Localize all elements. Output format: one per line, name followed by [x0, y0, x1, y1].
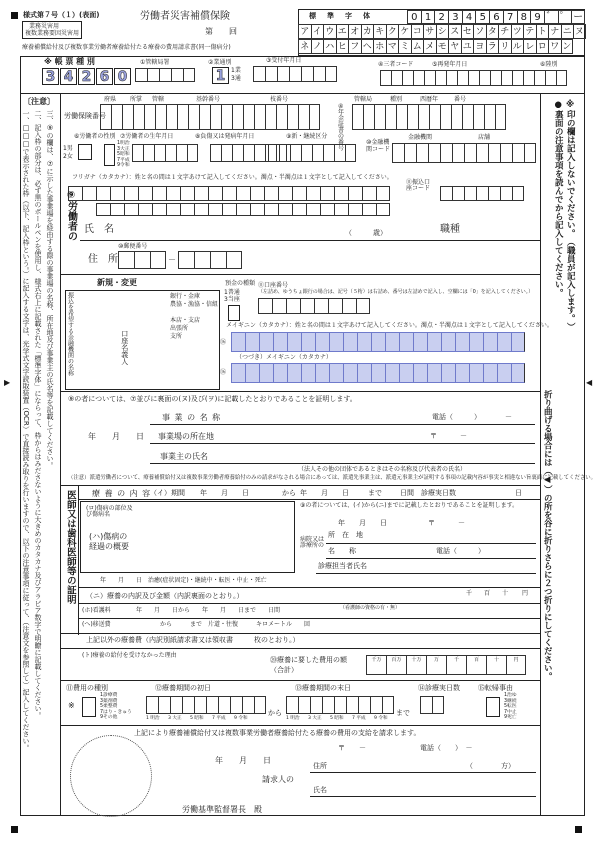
cost-type-opt: 1診療費: [100, 693, 118, 698]
kana-char: セ: [461, 24, 474, 39]
claimant-phone: 電話（ ） －: [420, 744, 473, 752]
period-start-era: 5 昭和: [190, 716, 204, 721]
note-item-1: 一、□□□で表示された枠（以下、記入枠という。）に記入する文字は、光学式文字読取装置（OCR）で直接読み取りを行いますので、以下の注意事項に従って、（注意文を参照して）記入してください。: [22, 110, 30, 752]
business-type-cell[interactable]: 1: [212, 67, 229, 84]
kana-name-cells-2[interactable]: [96, 203, 390, 216]
insurance-number-cells[interactable]: [100, 104, 320, 130]
note-right-2: ●裏面の注意事項を読んでから記入してください。: [553, 100, 564, 297]
business-opt-2: 3通: [231, 75, 241, 82]
row-16b-label: ⑯: [220, 369, 227, 376]
birth-era-opt: 5昭和: [117, 152, 130, 157]
kana-char: ケ: [398, 24, 411, 39]
worker-vertical-label: ⑨労働者の: [65, 190, 77, 241]
insurance-number-label: 労働保険番号: [64, 112, 106, 120]
kana-char: ト: [536, 24, 549, 39]
visit-days-cells[interactable]: [420, 696, 444, 714]
treatment-label: 療 養 の 内 容: [92, 489, 152, 498]
account-type-cell[interactable]: [228, 305, 240, 321]
days-label: 日間 診療実日数: [400, 489, 456, 497]
kana-name-cells-1[interactable]: [68, 186, 390, 201]
form-type-digit: 0: [114, 68, 131, 85]
nursing-detail: 年 月 日から 年 月 日まで 日間: [136, 607, 281, 614]
claimant-name-label: 氏名: [313, 786, 327, 794]
outcome-code-opt: 3継続: [504, 698, 517, 704]
fold-arrow-left-icon: ▶: [4, 378, 11, 387]
std-digits: [407, 10, 585, 24]
pension-cells[interactable]: [352, 104, 506, 130]
sex-label: ⑥労働者の性別: [74, 133, 116, 140]
ni-col-label: 百: [484, 590, 491, 597]
std-digit: ー: [573, 12, 584, 23]
doctor-name-label: 診療担当者氏名: [318, 562, 367, 570]
std-digit: 6: [489, 10, 503, 24]
employer-note: （注意）派遣労働者について、療養補償給付又は複数事業労働者療養給付のみの請求がなされる場合にあっては、派遣先事業主は、派遣元事業主が証明する事項の記載内容が事実と相違ない旨裏面に記載してください。: [68, 475, 597, 481]
form-type-digit: 2: [78, 68, 95, 85]
kana-char: エ: [336, 24, 349, 39]
total-col-cell[interactable]: 十: [486, 655, 506, 675]
underline: [326, 558, 536, 559]
kana-char: テ: [523, 24, 536, 39]
divider: [60, 648, 540, 649]
ni-col-label: 十: [502, 590, 509, 597]
jurisdiction-cells[interactable]: [135, 68, 195, 82]
badge-line-2: 複数業務要因災害用: [25, 30, 80, 37]
kana-char: ナ: [548, 24, 561, 39]
meigi-cells-2[interactable]: [231, 363, 525, 383]
kana-char: ア: [298, 24, 311, 39]
account-number-note: （左詰め、ゆうちょ銀行の場合は、記号（５桁）は右詰め、番号は左詰めで記入し、空欄には「0」を記入してください。）: [258, 289, 534, 295]
postal-cells-2[interactable]: [178, 251, 242, 269]
chg-code-label: ⑪振込口座コード: [406, 179, 431, 192]
insurance-col-label: 所掌: [130, 96, 143, 103]
form-number: 様式第７号（１）(表面): [23, 11, 100, 19]
account-type-opt-2: 3当座: [224, 296, 240, 303]
period-start-cells[interactable]: [146, 696, 266, 714]
note-right-1: ※印の欄は記入しないでください。（職員が記入します。）: [565, 100, 576, 331]
reason-label: (ト)療養の給付を受けなかった理由: [82, 652, 177, 659]
bank-code-cells[interactable]: [392, 143, 536, 163]
kana-char: ツ: [511, 24, 524, 39]
kana-char: ク: [386, 24, 399, 39]
pension-col-label: 管轄局: [354, 96, 373, 103]
divider: [60, 485, 540, 486]
kana-char: ハ: [323, 39, 336, 54]
kana-char: オ: [348, 24, 361, 39]
birth-era-opt: 9令和: [117, 163, 130, 168]
postal-separator: －: [168, 255, 176, 264]
age-label: （ 歳）: [345, 229, 387, 237]
std-label: 標 準 字 体: [309, 12, 372, 20]
std-digit: 7: [503, 10, 517, 24]
total-col-cell[interactable]: 千万: [366, 655, 386, 675]
kana-char: ヌ: [573, 24, 586, 39]
business-address-label: 事業場の所在地: [158, 432, 214, 441]
divider: [60, 93, 61, 816]
row-16-label: ⑯: [220, 339, 227, 346]
total-col-cell[interactable]: 円: [506, 655, 526, 675]
note-item-3: 三、⑨の欄は、⑦に示した事業場を経由する際の事業場の名称、所在地及び事業主の氏名等を記載してください。: [46, 110, 54, 469]
divider: [60, 633, 540, 634]
kana-char: ノ: [311, 39, 324, 54]
form-type-digit: 6: [96, 68, 113, 85]
kana-char: ン: [561, 39, 574, 54]
kana-char: カ: [361, 24, 374, 39]
kana-char: ロ: [536, 39, 549, 54]
period-start-era: 9 令和: [234, 716, 248, 721]
ni-col-label: 千: [466, 590, 473, 597]
receipt-stamp-area: [70, 735, 152, 817]
bank-type-1: 銀行・金庫: [170, 293, 201, 300]
std-digit: 0: [407, 10, 421, 24]
employer-phone-label: 電話（ ）: [432, 413, 481, 421]
meigi-cells-1[interactable]: [231, 332, 525, 352]
postal-label: ⑩郵便番号: [118, 243, 148, 250]
std-digit: ゛: [544, 10, 558, 24]
std-digit: ゜: [558, 10, 572, 24]
kana-char: メ: [423, 39, 436, 54]
birth-era-opt: 1明治: [117, 141, 130, 146]
outcome-code-opt: 9死亡: [504, 715, 517, 720]
hospital-phone: 電話（ ）: [436, 547, 485, 555]
birth-era-opt: 7平成: [117, 157, 130, 163]
period-i-label: （イ）期間: [150, 489, 185, 497]
form-badge: [22, 21, 82, 39]
claimant-label: 請求人の: [262, 775, 294, 784]
star-mark: ※: [68, 701, 75, 710]
employer-owner-label: 事業主の氏名: [160, 452, 208, 461]
divider: [78, 499, 540, 500]
worker-name-label: 氏 名: [84, 224, 114, 235]
job-label: 職種: [440, 224, 460, 235]
bank-col-1: 金融機関: [408, 134, 433, 141]
kana-char: コ: [411, 24, 424, 39]
kana-char: レ: [523, 39, 536, 54]
jurisdiction-label: ①管轄局署: [140, 59, 170, 66]
branch-type-1: 本店・支店: [170, 317, 201, 324]
std-digit: 4: [462, 10, 476, 24]
note-right-3: 折り曲げる場合には（◀）の所を谷に折りさらに２つ折りにしてください。: [542, 390, 553, 681]
total-col-cell[interactable]: 百万: [386, 655, 406, 675]
claimant-fo: （ 方）: [466, 762, 515, 770]
standard-character-table: [298, 9, 585, 56]
cost-type-opt: 3薬剤費: [100, 698, 118, 704]
period-end-era: 5 昭和: [330, 716, 344, 721]
kana-char: ホ: [373, 39, 386, 54]
kana-char: ヤ: [448, 39, 461, 54]
ni-label: （ニ）療養の内訳及び金額（内訳裏面のとおり。）: [86, 592, 244, 600]
business-name-label: 事 業 の 名 称: [162, 413, 222, 422]
std-digit: 8: [517, 10, 531, 24]
cost-type-opt: 5柔整費: [100, 704, 118, 709]
badge-line-1: 業務災害用: [29, 23, 60, 30]
std-digit: 5: [475, 10, 489, 24]
period-to-date: 年 月 日: [300, 489, 349, 497]
account-number-cells[interactable]: [258, 298, 370, 314]
sex-opt-1: 1男: [63, 145, 73, 152]
insurance-col-label: 基幹番号: [196, 96, 221, 103]
period-end-era: 7 平成: [352, 716, 366, 721]
branch-type-3: 支所: [170, 333, 183, 340]
bank-type-2: 農協・漁協・信組: [170, 301, 219, 308]
total-cost-cells[interactable]: [366, 655, 526, 675]
receipts-label: 上記以外の療養費（内訳別紙請求書又は領収書 枚のとおり。）: [86, 636, 300, 644]
kana-char: ソ: [473, 24, 486, 39]
hospital-location-label: 所 在 地: [328, 531, 363, 539]
divider: [60, 274, 540, 275]
claimant-address-label: 住所: [313, 762, 327, 770]
kana-char: ヒ: [336, 39, 349, 54]
outcome-code-opt: 5転医: [504, 704, 517, 709]
sex-opt-2: 2女: [63, 153, 73, 160]
kana-char: ユ: [461, 39, 474, 54]
kana-char: マ: [386, 39, 399, 54]
divider: [540, 93, 541, 816]
period-start-era: 3 大正: [168, 716, 182, 721]
kana-char: キ: [373, 24, 386, 39]
std-digit: 3: [448, 10, 462, 24]
insurance-col-label: 管轄: [152, 96, 165, 103]
ro-label: (ロ)傷病の部位及び傷病名: [86, 505, 133, 518]
underline: [310, 796, 536, 797]
account-holder-v: 口座名義人: [120, 330, 129, 365]
re-pro-label: ⑤再発年月日: [432, 61, 468, 68]
form-title: 労働者災害補償保険: [140, 11, 230, 22]
period-start-label: ⑫療養期間の初日: [155, 684, 211, 692]
employer-owner-note: （法人その他の団体であるときはその名称及び代表者の氏名）: [298, 466, 467, 473]
declaration: 上記により療養補償給付又は複数事業労働者療養給付たる療養の費用の支給を請求します。: [134, 729, 421, 737]
period-from-date: 年 月 日: [200, 489, 249, 497]
total-col-cell[interactable]: 百: [466, 655, 486, 675]
bank-col-2: 店舗: [478, 134, 491, 141]
divider: [78, 618, 540, 619]
std-digit: 2: [434, 10, 448, 24]
worker-address-label: 住 所: [88, 254, 118, 265]
kana-char: ワ: [548, 39, 561, 54]
doctor-postal-dash: －: [458, 519, 465, 527]
received-date-label: ③受付年月日: [266, 57, 302, 64]
nursing-label: (ホ)看護料: [82, 607, 111, 614]
nurse-type: （看護師の資格の有・無）: [340, 605, 401, 611]
total-col-cell[interactable]: 十万: [406, 655, 426, 675]
addressee: 労働基準監督署長 殿: [182, 805, 262, 814]
chg-code-cells[interactable]: [440, 186, 524, 201]
bank-code-label: ⑩金融機関コード: [366, 139, 391, 153]
period-start-from: から: [268, 709, 282, 717]
underline: [326, 543, 536, 544]
branch-type-2: 出張所: [170, 325, 189, 332]
account-type-opt-1: 1普通: [224, 289, 240, 296]
received-date-cells[interactable]: [253, 66, 337, 82]
cost-type-opt: 7はり・きゅう: [100, 709, 132, 715]
kana-char: シ: [436, 24, 449, 39]
new-change-label: 新規・変更: [97, 278, 137, 287]
pension-col-label: 種別: [390, 96, 403, 103]
divider: [78, 485, 79, 635]
divider: [60, 680, 540, 681]
birth-era-cell[interactable]: [104, 144, 115, 166]
outcome-code-cell[interactable]: [486, 697, 500, 717]
kana-char: フ: [348, 39, 361, 54]
employer-date: 年 月 日: [88, 432, 144, 441]
new-old-label: ⑨新・継続区分: [286, 133, 328, 140]
form-type-digit: 4: [60, 68, 77, 85]
divider: [78, 603, 540, 604]
note-item-2: 二、記入枠の部分は、必ず黒のボールペンを使用し、様式右上に記載された「標準字体」にならって、枠からはみださないように大きめのカタカナ及びアラビア数字で明瞭に記載してください。: [34, 110, 42, 719]
period-end-era: 9 令和: [374, 716, 388, 721]
kana-char: ル: [511, 39, 524, 54]
insurance-col-label: 府県: [104, 96, 117, 103]
doctor-date: 年 月 日: [338, 519, 387, 527]
notes-heading: 〔注意〕: [23, 97, 55, 106]
outcome-label: 年 月 日 治癒(症状固定)・継続中・転医・中止・死亡: [100, 577, 267, 584]
underline: [150, 443, 535, 444]
doctor-vertical-label: 医師又は歯科医師等の証明: [64, 490, 76, 604]
period-start-era: 7 平成: [212, 716, 226, 721]
period-from: から: [282, 489, 296, 497]
corner-mark: [575, 826, 582, 833]
form-subtitle: 療養補償給付及び複数事業労働者療養給付たる療養の費用請求書(同一傷病分): [22, 44, 231, 51]
kana-char: イ: [311, 24, 324, 39]
loss-label: ⑥陸別: [540, 61, 558, 68]
kana-char: ミ: [398, 39, 411, 54]
employer-cert-line: ⑨の者については、⑦並びに裏面の(ヌ)及び(ヲ)に記載したとおりであることを証明します。: [68, 395, 357, 403]
account-type-label: 預金の種類: [225, 280, 256, 287]
pension-label: ④年金証書の番号: [338, 103, 345, 152]
kana-char: モ: [436, 39, 449, 54]
birth-date-cells[interactable]: [132, 144, 198, 162]
form-type-label: ※ 帳 票 種 別: [44, 57, 95, 66]
cost-type-opt: 9その他: [100, 715, 118, 720]
divider: [20, 93, 585, 94]
postal-cells-1[interactable]: [118, 251, 166, 269]
insurance-col-label: 枝番号: [270, 96, 289, 103]
kana-char: ヨ: [473, 39, 486, 54]
sex-cell[interactable]: [78, 144, 92, 160]
birth-era-opt: 3大正: [117, 146, 130, 152]
kana-char: ス: [448, 24, 461, 39]
underline: [150, 424, 535, 425]
kana-name-label: フリガナ（カタカナ）：姓と名の間は１文字あけて記入してください。濁点・半濁点は１文字として記入してください。: [72, 174, 393, 181]
divider: [78, 587, 540, 588]
pension-col-label: 西暦年: [420, 96, 439, 103]
underline: [310, 772, 536, 773]
birth-label: ⑦労働者の生年月日: [120, 133, 174, 140]
employer-postal-mark: 〒: [430, 432, 437, 440]
kana-char: タ: [486, 24, 499, 39]
std-digit: 1: [421, 10, 435, 24]
claim-date: 年 月 日: [215, 756, 271, 765]
round-label: 第 回: [205, 27, 237, 36]
meigi-label: メイギニン（カタカナ）：姓と名の間は１文字あけて記入してください。濁点・半濁点は１文字として記入してください。: [226, 322, 553, 329]
ha-label: (ハ)傷病の経過の概要: [89, 532, 129, 552]
visit-days-label: ⑭診療実日数: [418, 684, 460, 692]
injury-date-label: ⑧負傷又は発病年月日: [195, 133, 255, 140]
kana-row-2: [298, 39, 573, 54]
cost-type-cell[interactable]: [82, 697, 96, 717]
kana-char: ニ: [561, 24, 574, 39]
day-unit: 日: [515, 489, 522, 497]
outcome-code-opt: 7中止: [504, 709, 517, 715]
account-number-label: ⑪口座番号: [258, 282, 289, 289]
business-label: ②業通別: [208, 59, 232, 66]
tsuzuki-label: （つづき）メイギニン（カタカナ）: [236, 354, 332, 361]
transport-detail: から まで 片道・往復 キロメートル 回: [160, 621, 311, 628]
kana-char: リ: [498, 39, 511, 54]
kana-char: ム: [411, 39, 424, 54]
underline: [150, 463, 535, 464]
total-cost-label: ⑳療養に要した費用の額（合計）: [270, 656, 347, 674]
divider: [80, 240, 540, 241]
claimant-postal: 〒 －: [338, 744, 366, 752]
outcome-code-opt: 1治ゆ: [504, 693, 517, 698]
std-digit: 9: [530, 10, 544, 24]
kana-char: サ: [423, 24, 436, 39]
total-col-cell[interactable]: 千: [446, 655, 466, 675]
kana-char: チ: [498, 24, 511, 39]
period-end-to: まで: [396, 709, 410, 717]
doctor-cert-line: ⑨の者については、(イ)から(ニ)までに記載したとおりであることを証明します。: [300, 502, 519, 509]
kana-row-1: [298, 24, 586, 39]
pension-col-label: 番号: [454, 96, 467, 103]
transport-label: (へ)移送費: [82, 621, 111, 628]
divider: [60, 391, 540, 392]
kana-char: ヘ: [361, 39, 374, 54]
new-old-cells[interactable]: [268, 144, 356, 162]
ni-col-label: 円: [522, 590, 529, 597]
period-to: まで: [368, 489, 382, 497]
period-end-era: 3 大正: [308, 716, 322, 721]
outcome-code-label: ⑮転帰事由: [478, 684, 513, 692]
period-end-cells[interactable]: [286, 696, 394, 714]
underline: [316, 573, 536, 574]
corner-mark: [11, 826, 18, 833]
employer-postal-dash: －: [460, 432, 467, 440]
fold-arrow-right-icon: ◀: [586, 378, 593, 387]
corner-mark: [11, 12, 18, 19]
kana-char: ラ: [486, 39, 499, 54]
hospital-label: 病院又は診療所の: [300, 536, 325, 549]
hospital-name-label: 名 称: [328, 547, 356, 555]
form-type-right-cells[interactable]: [380, 70, 567, 86]
period-end-era: 1 明治: [286, 716, 300, 721]
period-end-label: ⑬療養期間の末日: [295, 684, 351, 692]
period-start-era: 1 明治: [146, 716, 160, 721]
cost-type-label: ⑪費用の種別: [66, 684, 108, 692]
doctor-postal-mark: 〒: [428, 519, 435, 527]
shared-code-label: ④三者コード: [378, 61, 414, 68]
kana-char: ネ: [298, 39, 311, 54]
total-col-cell[interactable]: 万: [426, 655, 446, 675]
transfer-note: 振込を希望する金融機関の名称: [66, 292, 74, 376]
employer-phone-dash: －: [505, 413, 512, 421]
business-opt-1: 1業: [231, 67, 241, 74]
kana-char: ウ: [323, 24, 336, 39]
form-type-digit: 3: [42, 68, 59, 85]
divider: [60, 725, 540, 726]
